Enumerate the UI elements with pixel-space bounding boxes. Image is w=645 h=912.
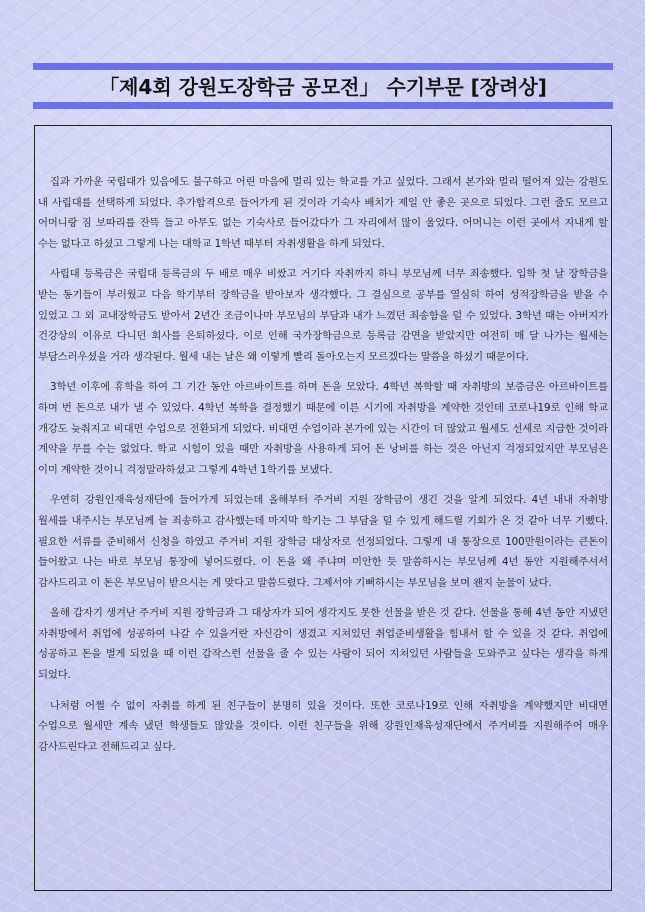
essay-paragraph-6: 나처럼 어쩔 수 없이 자취를 하게 된 친구들이 분명히 있을 것이다. 또한 코로나19로 인해 자취방을 계약했지만 비대면 수업으로 월세만 계속 냈던 학생들도 많았을 것이다. 이런 친구들을 위해 강원인재육성재단에서 주거비를 지원해주어 매우 감사드린다고 전해드리고 싶다. xyxy=(38,699,608,753)
essay-paragraph-2: 사립대 등록금은 국립대 등록금의 두 배로 매우 비쌌고 거기다 자취까지 하니 부모님께 너무 죄송했다. 입학 첫 날 장학금을 받는 동기들이 부러웠고 다음 학기부터 장학금을 받아보자 생각했다. 그 결심으로 공부를 열심히 하여 성적장학금을 받을 수 있었고 그 외 교내장학금도 받아서 2년간 조금이나마 부모님의 부담과 내가 느꼈던 죄송함을 덜 수 있었다. 3학년 때는 아버지가 건강상의 이유로 다니던 회사를 은퇴하셨다. 이로 인해 국가장학금으로 등록금 감면을 받았지만 여전히 매 달 나가는 월세는 부담스러우셨을 거라 생각된다. 월세 내는 날은 왜 이렇게 빨리 돌아오는지 모르겠다는 말씀을 하셨기 때문이다. xyxy=(38,268,608,363)
page-title: 「제4회 강원도장학금 공모전」 수기부문 [장려상] xyxy=(99,75,547,99)
essay-paragraph-4: 우연히 강원인재육성재단에 들어가게 되었는데 올해부터 주거비 지원 장학금이 생긴 것을 알게 되었다. 4년 내내 자취방 월세를 내주시는 부모님께 늘 죄송하고 감사했는데 마지막 학기는 그 부담을 덜 수 있게 해드릴 기회가 온 것 같아 너무 기뻤다. 필요한 서류를 준비해서 신청을 하였고 주거비 지원 장학금 대상자로 선정되었다. 그렇게 내 통장으로 100만원이라는 큰돈이 들어왔고 나는 바로 부모님 통장에 넣어드렸다. 이 돈을 왜 주냐며 미안한 듯 말씀하시는 부모님께 4년 동안 지원해주셔서 감사드리고 이 돈은 부모님이 받으시는 게 맞다고 말씀드렸다. 그제서야 기뻐하시는 부모님을 보며 왠지 눈물이 났다. xyxy=(38,494,608,589)
essay-paragraph-1: 집과 가까운 국립대가 있음에도 불구하고 어린 마음에 멀리 있는 학교를 가고 싶었다. 그래서 본가와 멀리 떨어져 있는 강원도 내 사립대를 선택하게 되었다. 추가합격으로 들어가게 된 것이라 기숙사 배치가 제일 안 좋은 곳으로 되었다. 그런 줄도 모르고 어머니랑 짐 보따리를 잔뜩 들고 아무도 없는 기숙사로 들어갔다가 그 자리에서 많이 울었다. 어머니는 이런 곳에서 지내게 할 수는 없다고 하셨고 그렇게 나는 대학교 1학년 때부터 자취생활을 하게 되었다. xyxy=(38,176,608,250)
title-bar-bottom xyxy=(33,102,613,109)
title-bar-top xyxy=(33,63,613,70)
essay-paragraph-3: 3학년 이후에 휴학을 하여 그 기간 동안 아르바이트를 하며 돈을 모았다. 4학년 복학할 때 자취방의 보증금은 아르바이트를 하며 번 돈으로 내가 낼 수 있었다. 4학년 복학을 결정했기 때문에 이른 시기에 자취방을 계약한 것인데 코로나19로 인해 학교 개강도 늦춰지고 비대면 수업으로 전환되게 되었다. 비대면 수업이라 본가에 있는 시간이 더 많았고 월세도 선세로 지급한 것이라 계약을 무를 수는 없었다. 학교 시험이 있을 때만 자취방을 사용하게 되어 돈 낭비를 하는 것은 아닌지 걱정되었지만 부모님은 이미 계약한 것이니 걱정말라하셨고 그렇게 4학년 1학기를 보냈다. xyxy=(38,381,608,476)
essay-body xyxy=(38,172,608,767)
essay-paragraph-5: 올해 갑자기 생겨난 주거비 지원 장학금과 그 대상자가 되어 생각지도 못한 선물을 받은 것 같다. 선물을 통해 4년 동안 지냈던 자취방에서 취업에 성공하여 나갈 수 있을거란 자신감이 생겼고 지쳐있던 취업준비생활을 힘내서 할 수 있을 것 같다. 취업에 성공하고 돈을 벌게 되었을 때 이런 갑작스런 선물을 줄 수 있는 사람이 되어 지쳐있던 사람들을 도와주고 싶다는 생각을 하게 되었다. xyxy=(38,607,608,682)
